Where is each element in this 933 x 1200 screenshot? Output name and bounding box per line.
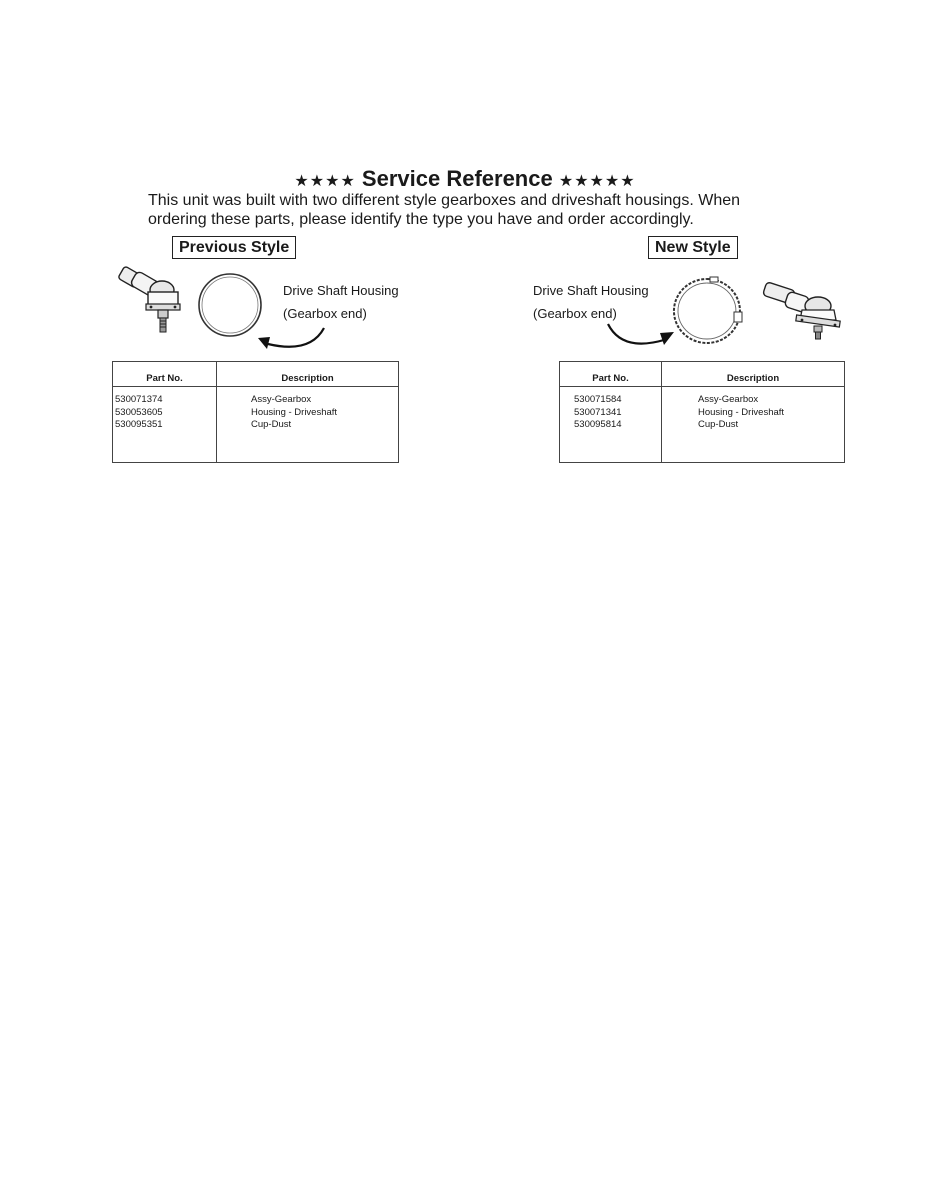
previous-parts-table — [112, 361, 399, 463]
table-header-row — [560, 362, 845, 387]
part-number: 530071584 — [574, 394, 622, 405]
part-description: Housing - Driveshaft — [251, 406, 338, 418]
new-curved-arrow-icon — [600, 322, 680, 352]
description-cell — [662, 387, 845, 463]
part-description: Cup-Dust — [251, 419, 292, 430]
previous-gearbox-icon — [118, 266, 190, 338]
intro-line-1: This unit was built with two different style gearboxes and driveshaft housings. When — [148, 192, 741, 209]
previous-curved-arrow-icon — [250, 326, 330, 354]
description-cell — [217, 387, 399, 463]
title-text: Service Reference — [361, 166, 553, 191]
column-header-part-no: Part No. — [113, 362, 217, 387]
new-housing-label — [533, 279, 649, 325]
part-number: 530095351 — [115, 419, 163, 430]
part-number: 530095814 — [574, 419, 622, 430]
column-header-part-no: Part No. — [560, 362, 662, 387]
table-header-row — [113, 362, 399, 387]
column-header-description: Description — [217, 362, 399, 387]
new-parts-table — [559, 361, 845, 463]
new-housing-ring-icon — [670, 276, 744, 346]
new-gearbox-icon — [762, 282, 842, 342]
table-row — [113, 387, 399, 463]
page-title — [150, 166, 780, 192]
part-number-cell — [560, 387, 662, 463]
part-number-cell — [113, 387, 217, 463]
table-row — [560, 387, 845, 463]
stars-right: ★★★★★ — [558, 173, 636, 190]
intro-paragraph — [148, 191, 808, 229]
part-description: Assy-Gearbox — [698, 394, 759, 405]
part-number: 530071374 — [115, 394, 163, 405]
part-description: Cup-Dust — [698, 419, 739, 430]
previous-style-label: Previous Style — [172, 236, 296, 259]
new-housing-label-line2: (Gearbox end) — [533, 306, 617, 321]
column-header-description: Description — [662, 362, 845, 387]
part-number: 530053605 — [115, 406, 163, 418]
previous-housing-label-line1: Drive Shaft Housing — [283, 283, 399, 298]
previous-housing-label-line2: (Gearbox end) — [283, 306, 367, 321]
new-housing-label-line1: Drive Shaft Housing — [533, 283, 649, 298]
previous-housing-label — [283, 279, 399, 325]
stars-left: ★★★★ — [294, 173, 356, 190]
part-description: Housing - Driveshaft — [698, 406, 785, 418]
intro-line-2: ordering these parts, please identify the type you have and order accordingly. — [148, 211, 694, 228]
part-description: Assy-Gearbox — [251, 394, 312, 405]
part-number: 530071341 — [574, 406, 622, 418]
new-style-label: New Style — [648, 236, 738, 259]
